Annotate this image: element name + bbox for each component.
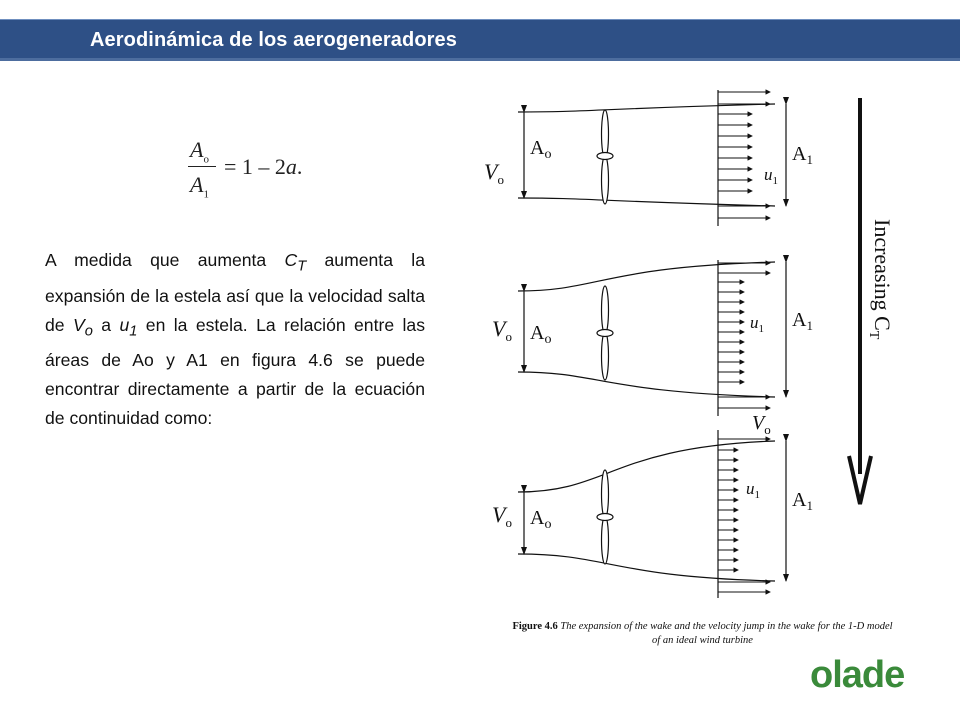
label-a1: $A_1$: [792, 489, 813, 513]
label-u1: $u_1$: [764, 165, 778, 187]
increasing-ct-indicator: [849, 98, 895, 504]
label-increasing-ct: Increasing $C_T$: [866, 219, 895, 340]
label-a1: $A_1$: [792, 143, 813, 167]
logo-text: olade: [810, 654, 905, 696]
caption-text-1: The expansion of the wake and the velocity jump in the wake for the 1-D model: [560, 621, 893, 632]
figure-caption: [470, 620, 935, 648]
label-a0: $A_o$: [530, 322, 552, 347]
panel-high-ct: [492, 412, 813, 598]
fraction-denominator: $A_1$: [190, 172, 209, 201]
caption-label: Figure 4.6: [512, 621, 558, 632]
panel-low-ct: [484, 90, 813, 226]
caption-text-2: of an ideal wind turbine: [652, 635, 753, 646]
label-a0: $A_o$: [530, 507, 552, 532]
label-u1: $u_1$: [750, 313, 764, 335]
panel-mid-ct: [492, 260, 813, 416]
label-u1: $u_1$: [746, 479, 760, 501]
label-a0: $A_o$: [530, 137, 552, 162]
olade-logo: [808, 650, 928, 698]
fraction-numerator: $A_o$: [190, 137, 209, 166]
label-v0: $V_o$: [492, 502, 512, 530]
label-v0: $V_o$: [484, 159, 504, 187]
label-v0: $V_o$: [492, 316, 512, 344]
fraction-bar: [188, 166, 216, 167]
label-v0: $V_o$: [752, 412, 771, 437]
explanation-paragraph: A medida que aumenta $C_T$ aumenta la expansión de la estela así que la velocidad salta de $V_o$ a $u_1$ en la estela. La relación entre las áreas de Ao y A1 en figura 4.6 se puede encontrar directamente a partir de la ecuación de continuidad como:: [45, 250, 426, 429]
page-title: Aerodinámica de los aerogeneradores: [90, 29, 457, 51]
formula-rhs: = 1 – 2a.: [224, 154, 303, 179]
label-a1: $A_1$: [792, 309, 813, 333]
title-bar: [0, 19, 960, 61]
wake-expansion-figure: [470, 84, 895, 624]
